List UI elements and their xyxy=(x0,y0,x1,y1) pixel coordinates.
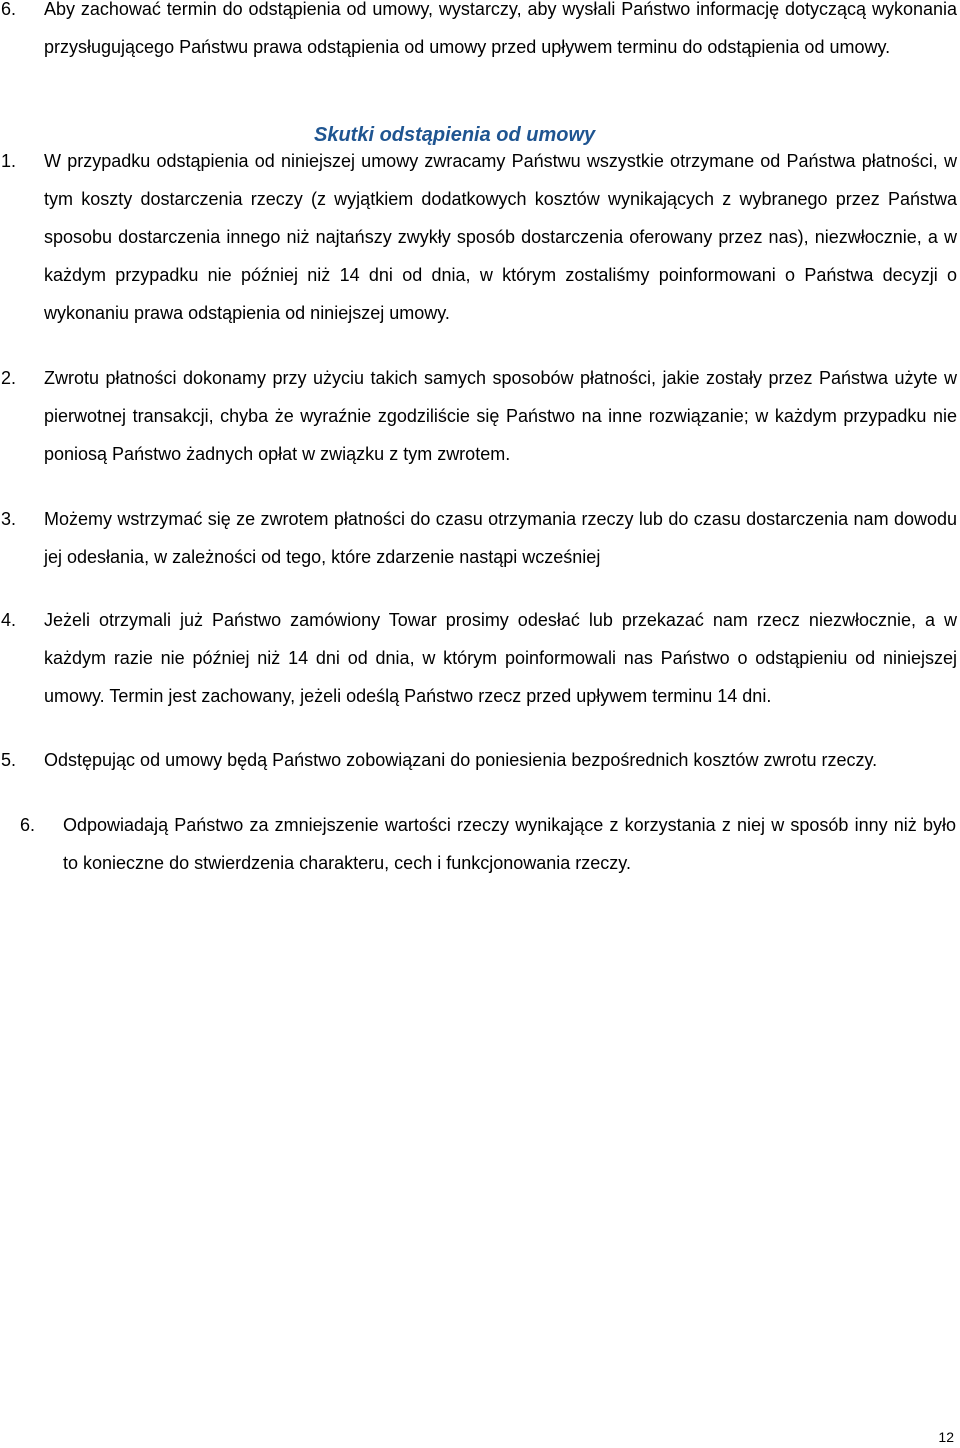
list-number: 5. xyxy=(1,750,17,770)
list-item-top-6 xyxy=(0,0,960,66)
list-text: Odpowiadają Państwo za zmniejszenie wartości rzeczy wynikające z korzystania z niej w sposób inny niż było to konieczne do stwierdzenia charakteru, cech i funkcjonowania rzeczy. xyxy=(63,815,956,873)
list-text: Możemy wstrzymać się ze zwrotem płatności do czasu otrzymania rzeczy lub do czasu dostarczenia nam dowodu jej odesłania, w zależności od tego, które zdarzenie nastąpi wcześniej xyxy=(44,509,957,567)
list-text: Aby zachować termin do odstąpienia od umowy, wystarczy, aby wysłali Państwo informację dotyczącą wykonania przysługującego Państwu prawa odstąpienia od umowy przed upływem terminu do odstąpienia od umowy. xyxy=(44,0,957,57)
list-number: 3. xyxy=(1,509,17,529)
list-text: Odstępując od umowy będą Państwo zobowiązani do poniesienia bezpośrednich kosztów zwrotu rzeczy. xyxy=(44,750,878,770)
list-item-6 xyxy=(20,806,956,882)
section-heading: Skutki odstąpienia od umowy xyxy=(314,124,596,146)
list-number: 6. xyxy=(1,0,17,19)
list-number: 4. xyxy=(1,610,17,630)
list-item-4 xyxy=(0,601,960,715)
list-item-3 xyxy=(0,500,960,576)
page-number: 12 xyxy=(938,1429,954,1445)
list-number: 1. xyxy=(1,151,17,171)
list-item-5 xyxy=(0,741,960,779)
list-item-1 xyxy=(0,142,960,332)
list-number: 2. xyxy=(1,368,17,388)
list-item-2 xyxy=(0,359,960,473)
list-text: Jeżeli otrzymali już Państwo zamówiony Towar prosimy odesłać lub przekazać nam rzecz niezwłocznie, a w każdym razie nie później niż 14 dni od dnia, w którym poinformowali nas Państwo o odstąpieniu od niniejszej umowy. Termin jest zachowany, jeżeli odeślą Państwo rzecz przed upływem terminu 14 dni. xyxy=(44,610,957,706)
list-text: W przypadku odstąpienia od niniejszej umowy zwracamy Państwu wszystkie otrzymane od Państwa płatności, w tym koszty dostarczenia rzeczy (z wyjątkiem dodatkowych kosztów wynikających z wybranego przez Państwa sposobu dostarczenia innego niż najtańszy zwykły sposób dostarczenia oferowany przez nas), niezwłocznie, a w każdym przypadku nie później niż 14 dni od dnia, w którym zostaliśmy poinformowani o Państwa decyzji o wykonaniu prawa odstąpienia od niniejszej umowy. xyxy=(44,151,957,323)
list-number: 6. xyxy=(20,815,36,835)
list-text: Zwrotu płatności dokonamy przy użyciu takich samych sposobów płatności, jakie zostały przez Państwa użyte w pierwotnej transakcji, chyba że wyraźnie zgodziliście się Państwo na inne rozwiązanie; w każdym przypadku nie poniosą Państwo żadnych opłat w związku z tym zwrotem. xyxy=(44,368,957,464)
